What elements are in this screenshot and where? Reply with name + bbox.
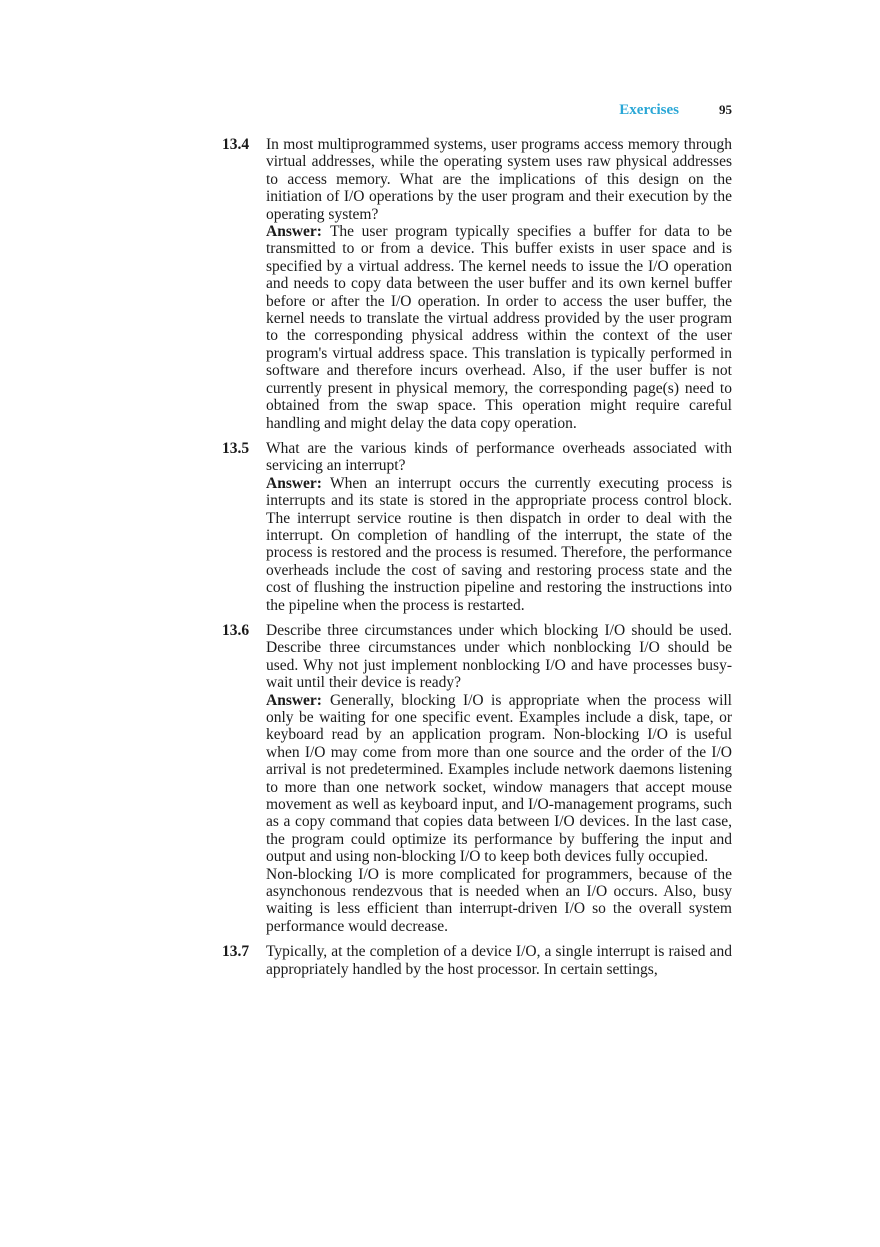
exercise-question: In most multiprogrammed systems, user programs access memory through virtual addresses, while the operating system uses raw physical addresses to access memory. What are the implications of this design on the initiation of I/O operations by the user program and their execution by the operating system?: [266, 136, 732, 223]
exercise-13-5: [222, 440, 732, 614]
answer-text: The user program typically specifies a buffer for data to be transmitted to or from a device. This buffer exists in user space and is specified by a virtual address. The kernel needs to issue the I/O operation and needs to copy data between the user buffer and its own kernel buffer before or after the I/O operation. In order to access the user buffer, the kernel needs to translate the virtual address provided by the user program to the corresponding physical address within the context of the user program's virtual address space. This translation is typically performed in software and therefore incurs overhead. Also, if the user buffer is not currently present in physical memory, the corresponding page(s) need to obtained from the swap space. This operation might require careful handling and might delay the data copy operation.: [266, 223, 732, 432]
answer-text: When an interrupt occurs the currently executing process is interrupts and its state is stored in the appropriate process control block. The interrupt service routine is then dispatch in order to deal with the interrupt. On completion of handling of the interrupt, the state of the process is restored and the process is resumed. Therefore, the performance overheads include the cost of saving and restoring process state and the cost of flushing the instruction pipeline and restoring the instructions into the pipeline when the process is restarted.: [266, 474, 732, 614]
exercise-number: 13.7: [222, 943, 250, 961]
running-title: Exercises: [619, 102, 679, 118]
exercise-number: 13.4: [222, 136, 250, 153]
exercise-answer: [266, 223, 732, 432]
page-number: 95: [719, 102, 732, 117]
exercise-question: Describe three circumstances under which blocking I/O should be used. Describe three circumstances under which nonblocking I/O should be used. Why not just implement nonblocking I/O and have processes busy-wait until their device is ready?: [266, 621, 732, 692]
page-header: [0, 100, 880, 120]
answer-label: Answer:: [266, 474, 322, 492]
exercise-13-4: [222, 136, 732, 432]
exercise-13-7: [222, 943, 732, 978]
exercise-question: What are the various kinds of performance overheads associated with servicing an interrupt?: [266, 439, 732, 475]
exercise-number: 13.5: [222, 439, 250, 457]
exercise-answer: [266, 692, 732, 866]
exercise-number: 13.6: [222, 621, 250, 639]
answer-label: Answer:: [266, 691, 322, 709]
exercise-question: Typically, at the completion of a device I/O, a single interrupt is raised and appropriately handled by the host processor. In certain settings,: [266, 943, 732, 978]
exercise-answer: [266, 475, 732, 614]
exercise-list: [222, 136, 732, 986]
exercise-13-6: [222, 622, 732, 935]
answer-label: Answer:: [266, 223, 322, 241]
exercise-answer-continued: Non-blocking I/O is more complicated for programmers, because of the asynchonous rendezvous that is needed when an I/O occurs. Also, busy waiting is less efficient than interrupt-driven I/O so the overall system performance would decrease.: [266, 865, 732, 935]
answer-text: Generally, blocking I/O is appropriate when the process will only be waiting for one specific event. Examples include a disk, tape, or keyboard read by an application program. Non-blocking I/O is useful when I/O may come from more than one source and the order of the I/O arrival is not predetermined. Examples include network daemons listening to more than one network socket, window managers that accept mouse movement as well as keyboard input, and I/O-management programs, such as a copy command that copies data between I/O devices. In the last case, the program could optimize its performance by buffering the input and output and using non-blocking I/O to keep both devices fully occupied.: [266, 691, 732, 866]
